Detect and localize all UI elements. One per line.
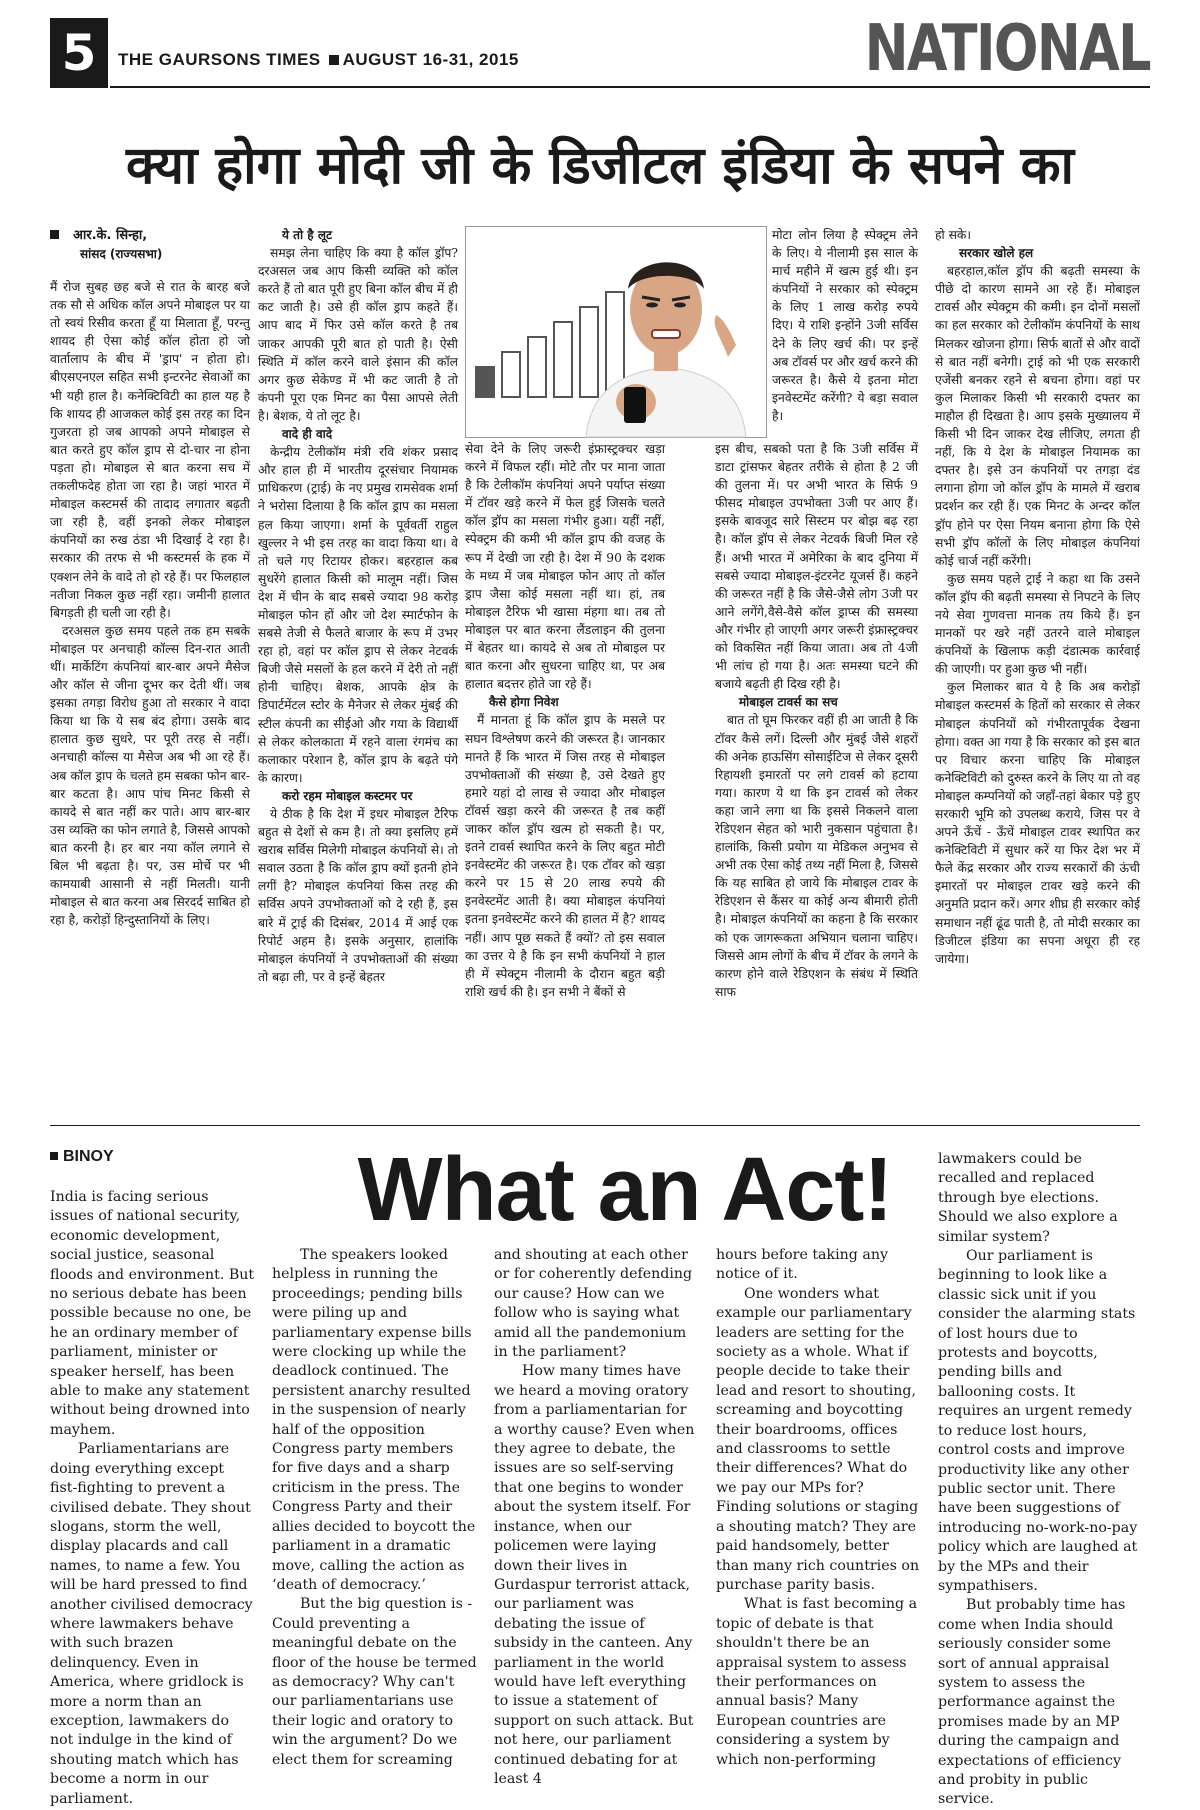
signal-bar	[580, 307, 598, 397]
english-column-3	[494, 1246, 699, 1787]
english-paragraph: lawmakers could be recalled and replaced through bye elections. Should we also explore a similar system?	[938, 1151, 1118, 1245]
english-paragraph: Our parliament is beginning to look like a classic sick unit if you consider the alarming stats of lost hours due to protests and boycotts, pending bills and ballooning costs. It requires an urgent remedy to reduce lost hours, control costs and improve productivity like any other public sector unit. There have been suggestions of introducing no-work-no-pay policy which are laughed at by the MPs and their sympathisers.	[938, 1248, 1138, 1594]
english-paragraph: and shouting at each other or for coherently defending our cause? How can we follow who is saying what amid all the pandemonium in the parliament?	[494, 1247, 693, 1361]
english-paragraph: The speakers looked helpless in running the proceedings; pending bills were piling up and parliamentary expense bills were clocking up while the deadlock continued. The persistent anarchy resulted in the suspension of nearly half of the opposition Congress party members for five days and a sharp criticism in the press. The Congress Party and their allies decided to boycott the parliament in a dramatic move, calling the action as ‘death of democracy.’	[272, 1247, 476, 1593]
issue-date: AUGUST 16-31, 2015	[342, 50, 519, 69]
hindi-author-designation: सांसद (राज्यसभा)	[80, 247, 163, 261]
gritted-teeth	[652, 330, 680, 338]
english-paragraph: What is fast becoming a topic of debate is that shouldn't there be an appraisal system to assess their performances on annual basis? Many European countries are considering a system by which non-performing	[716, 1596, 918, 1768]
right-eye	[674, 303, 686, 308]
hindi-paragraph: दरअसल कुछ समय पहले तक हम सबके मोबाइल पर अनचाही कॉल्स दिन-रात आती थीं। मार्केटिंग कंपनियां बार-बार अपने मैसेज और कॉल से जीना दूभर कर देती थीं। जब इसका तगड़ा विरोध हुआ तो सरकार ने वादा किया था कि ये सब बंद होगा। उसके बाद हालात कुछ सुधरे, पर पूरी तरह से नहीं। अनचाही कॉल्स या मैसेज अब भी आ रहे हैं। अब कॉल ड्राप के चलते हम सबका फोन बार-बार कटता है। आप पांच मिनट किसी से कायदे से बात नहीं कर पाते। आप बार-बार उस व्यक्ति का फोन लगाते है, जिससे आपको बात करनी है। हर बार नया कॉल लगाने से बिल भी बढ़ता है। पर, उस मोर्चे पर भी कामयाबी आसानी से नहीं मिलती। यानी मोबाइल से बात करना अब सिरदर्द साबित हो रहा है, करोड़ों हिन्दुस्तानियों के लिए।	[50, 623, 250, 928]
hindi-paragraph: बहरहाल,कॉल ड्रॉप की बढ़ती समस्या के पीछे दो कारण सामने आ रहे हैं। मोबाइल टावर्स और स्पेक्ट्रम की कमी। इन दोनों मसलों का हल सरकार को टेलीकॉम कंपनियों के साथ मिलकर खोजना होगा। सिर्फ बातों से और वादों से बात नहीं बनेगी। ट्राई को भी एक सरकारी एजेंसी बनकर रहने से बचना होगा। वहां पर कुल मिलाकर किसी भी सरकारी दफ्तर का माहौल ही दिखता है। आप इसके मुख्यालय में किसी भी दिन जाकर देख लीजिए, लगता ही नहीं, कि ये देश के मोबाइल नियामक का दफ्तर है। इसे उन कंपनियों पर तगड़ा दंड लगाना होगा जो कॉल ड्रॉप के मामले में खराब प्रदर्शन कर रही हैं। एक मिनट के अन्दर कॉल ड्रॉप होने पर ऐसा नियम बनाना होगा कि ऐसे सभी ड्रॉप कॉलों के लिए मोबाइल कंपनियां कोई चार्ज नहीं करेंगी।	[935, 264, 1140, 568]
hindi-paragraph: ये ठीक है कि देश में इधर मोबाइल टैरिफ बहुत से देशों से कम है। तो क्या इसलिए हमें खराब सर्विस मिलेगी मोबाइल कंपनियों से। तो सवाल उठता है कि कॉल ड्राप क्यों इतनी होने लगीं है? मोबाइल कंपनियां किस तरह की सर्विस अपने उपभोक्ताओं को दे रही हैं, इस बारे में ट्राई की दिसंबर, 2014 में आई एक रिपोर्ट अहम है। इसके अनुसार, हालांकि मोबाइल कंपनियों ने उपभोक्ताओं की संख्या तो बढ़ा ली, पर वे इन्हें बेहतर	[258, 807, 458, 984]
english-paragraph: One wonders what example our parliamentary leaders are setting for the society as a whole. What if people decide to take their lead and resort to shouting, screaming and boycotting their boardrooms, offices and classrooms to settle their differences? What do we pay our MPs for? Finding solutions or staging a shouting match? They are paid handsomely, better than many rich countries on purchase parity basis.	[716, 1285, 920, 1593]
hindi-paragraph: बात तो घूम फिरकर वहीं ही आ जाती है कि टॉवर कैसे लगें। दिल्ली और मुंबई जैसे शहरों की अनेक हाऊसिंग सोसाईटिज से लेकर दूसरी रिहायशी इमारतों पर लगे टावर्स को हटाया गया। कारण ये था कि इन टावर्स को लेकर कहा जाने लगा था कि इससे निकलने वाला रेडिएशन सेहत को भारी नुकसान पहुंचाता है। हालांकि, किसी प्रयोग या मेडिकल अनुभव से अभी तक ऐसा कोई तथ्य नहीं मिला है, जिससे कि यह साबित हो जाये कि मोबाइल टावर के रेडिएशन से कैंसर या कोई अन्य बीमारी होती है। मोबाइल कंपनियों का कहना है कि सरकार को एक जागरूकता अभियान चलाना चाहिए। जिससे आम लोगों के बीच में टॉवर के लगने के कारण होने वाले रेडिएशन के संबंध में स्थिति साफ	[715, 713, 918, 999]
article-photo	[465, 226, 767, 438]
hindi-paragraph: कुल मिलाकर बात ये है कि अब करोड़ों मोबाइल कस्टमर्स के हितों को सरकार से लेकर मोबाइल कंपनियों को गंभीरतापूर्वक देखना होगा। वक्त आ गया है कि सरकार को इस बात पर विचार करना चाहिए कि मोबाइल कनेक्टिविटी को दुरुस्त करने के लिए या तो वह मोबाइल कम्पनियों को जहाँ-तहां बेकार पड़े हुए सरकारी भूमि को उपलब्ध कराये, जिस पर वे अपने ऊँचें - ऊँचें मोबाइल टावर स्थापित कर कनेक्टिविटी में सुधार करें या फिर देश भर में फैले केंद्र सरकार और राज्य सरकारों की ऊंची इमारतों पर मोबाइल टावर खड़े करने की अनुमति प्रदान करें। अगर शीघ्र ही सरकार कोई समाधान नहीं ढूंढ पाती है, तो मोदी सरकार का डिजीटल इंडिया का सपना अधूरा ही रह जायेगा।	[935, 680, 1140, 966]
hindi-column-4-top	[772, 226, 918, 436]
hindi-paragraph: सेवा देने के लिए जरूरी इंफ्रास्ट्रक्चर खड़ा करने में विफल रहीं। मोटे तौर पर माना जाता है कि टेलीकॉम कंपनियां अपने पर्याप्त संख्या में टॉवर खड़े करने में फेल हुई जिसके चलते कॉल ड्रॉप का मसला गंभीर हुआ। यहीं नहीं, स्पेक्ट्रम की कमी भी कॉल ड्राप की वजह के रूप में देखी जा रही है। देश में 90 के दशक के मध्य में जब मोबाइल फोन आए तो कॉल ड्राप जैसा कोई मसला नहीं था। हां, तब मोबाइल टैरिफ भी खासा मंहगा था। तब तो मोबाइल पर बात करना लैंडलाइन की तुलना में बेहतर था। कायदे से अब तो मोबाइल पर बात करना और सुधरना चाहिए था, पर अब हालात बदत्तर होते जा रहे हैं।	[465, 442, 665, 692]
hindi-byline	[50, 226, 250, 264]
hindi-author: आर.के. सिन्हा,	[73, 228, 148, 243]
english-column-5	[938, 1150, 1140, 1808]
english-author: BINOY	[63, 1148, 114, 1165]
english-paragraph: hours before taking any notice of it.	[716, 1247, 888, 1283]
square-bullet-icon	[50, 1152, 58, 1160]
signal-bars	[476, 292, 624, 397]
hindi-paragraph: मोटा लोन लिया है स्पेक्ट्रम लेने के लिए। ये नीलामी इस साल के मार्च महीने में खत्म हुई थी। इन कंपनियों ने सरकार को स्पेक्ट्रम के लिए 1 लाख करोड़ रुपये दिए। ये राशि इन्होंने 3जी सर्विस देने के लिए खर्च की। पर इन्हें अब टॉवर्स पर और खर्च करने की जरूरत है। कैसे ये इतना मोटा इनवेस्टमेंट करेंगी? ये बड़ा सवाल है।	[772, 228, 918, 423]
signal-bar	[554, 322, 572, 397]
phone-icon	[624, 387, 646, 423]
english-byline	[50, 1148, 114, 1166]
hindi-column-3	[465, 440, 665, 1116]
english-headline: What an Act!	[357, 1140, 893, 1240]
hindi-paragraph: इस बीच, सबको पता है कि 3जी सर्विस में डाटा ट्रांसफर बेहतर तरीके से होता है 2 जी की तुलना में। पर अभी भारत के सिर्फ 9 फीसद मोबाइल उपभोक्ता 3जी पर आए हैं। इसके बावजूद सारे सिस्टम पर बोझ बढ़ रहा है। कॉल ड्रॉप से लेकर नेटवर्क बिजी मिल रहे हैं। अभी भारत में अमेरिका के बाद दुनिया में सबसे ज्यादा मोबाइल-इंटरनेट यूजर्स हैं। कहने की जरूरत नहीं है कि जैसे-जैसे लोग 3जी पर आने लगेंगे,वैसे-वैसे कॉल ड्राप्स की समस्या और गंभीर हो जाएगी अगर जरूरी इंफ्रास्ट्रक्चर को विकसित नहीं किया जाता। अब तो 4जी भी लांच हो गया है। अतः समस्या घटने की बजाये बढ़ती ही दिख रही है।	[715, 442, 918, 692]
english-column-2	[272, 1246, 477, 1768]
hindi-subheading: सरकार खोले हल	[959, 246, 1034, 261]
hindi-column-4	[715, 440, 918, 1116]
signal-bar	[528, 337, 546, 397]
english-column-4	[716, 1246, 921, 1768]
hindi-subheading: ये तो है लूट	[282, 228, 332, 242]
signal-bar	[502, 352, 520, 397]
masthead-rule	[110, 86, 1150, 88]
english-paragraph: Parliamentarians are doing everything except fist-fighting to prevent a civilised debate. They shout slogans, storm the well, display placards and call names, to name a few. You will be hard pressed to find another civilised democracy where lawmakers behave with such brazen delinquency. Even in America, where gridlock is more a norm than an exception, lawmakers do not indulge in the kind of shouting match which has become a norm in our parliament.	[50, 1441, 253, 1807]
hindi-subheading: करो रहम मोबाइल कस्टमर पर	[282, 788, 413, 803]
hindi-headline: क्या होगा मोदी जी के डिजीटल इंडिया के सपने का	[126, 136, 1074, 196]
hindi-paragraph: हो सके।	[935, 228, 972, 242]
english-paragraph: But the big question is - Could preventing a meaningful debate on the floor of the house be termed as democracy? Why can't our parliamentarians use their logic and oratory to win the argument? Do we elect them for screaming	[272, 1596, 477, 1768]
article-divider	[50, 1125, 1140, 1126]
hindi-paragraph: कुछ समय पहले ट्राई ने कहा था कि उसने कॉल ड्रॉप की बढ़ती समस्या से निपटने के लिए नये सेवा गुणवत्ता मानक तय किये हैं। इन मानकों पर खरे नहीं उतरने वाले मोबाइल कंपनियों के खिलाफ कड़ी दंडात्मक कार्रवाई की जाएगी। पर हुआ कुछ भी नहीं।	[935, 571, 1140, 677]
hindi-paragraph: मैं रोज सुबह छह बजे से रात के बारह बजे तक सौ से अधिक कॉल अपने मोबाइल पर या तो स्वयं रिसीव करता हूँ या मिलाता हूँ, परन्तु शायद ही ऐसा कोई कॉल होता हो जो वार्तालाप के बीच में 'ड्राप' न होता हो। बीएसएनएल सहित सभी इन्टरनेट सेवाओं का भी यही हाल है। कनेक्टिविटी का हाल यह है कि शायद ही आजकल कोई इस तरह का दिन गुजरता हो जब आपको अपने मोबाइल से बात करते हुए कॉल ड्राप से दो-चार ना होना पड़ता हो। मोबाइल से बात करना सच में तकलीफदेह होता जा रहा है। जहां भारत में मोबाइल कस्टमर्स की तादाद लगातार बढ़ती जा रही है, वहीं इनको लेकर मोबाइल कंपनियों का रुख ठंडा भी दिखाई दे रहा है। सरकार की तरफ से भी कस्टमर्स के हक में एक्शन लेने के वादे तो हो रहे हैं। पर फिलहाल नतीजा निकल कुछ नहीं रहा। जमीनी हालात बिगड़ती ही चली जा रही है।	[50, 280, 250, 620]
square-bullet-icon	[329, 55, 339, 65]
hindi-subheading: मोबाइल टावर्स का सच	[739, 695, 838, 710]
hindi-subheading: वादे ही वादे	[282, 427, 333, 442]
newspaper-name: THE GAURSONS TIMES	[118, 50, 321, 69]
raised-fist-shape	[715, 315, 736, 357]
frustrated-man-phone-icon	[466, 227, 766, 437]
masthead	[50, 12, 1150, 90]
hindi-paragraph: मैं मानता हूं कि कॉल ड्राप के मसले पर सघन विश्लेषण करने की जरूरत है। जानकार मानते हैं कि भारत में जिस तरह से मोबाइल उपभोक्ताओं की संख्या है, उसे देखते हुए हमारे यहां दो लाख से ज्यादा और मोबाइल टॉवर्स खड़ा करने की जरूरत है तब कहीं जाकर कॉल ड्रॉप खत्म हो सकती है। पर, इतने टावर्स स्थापित करने के लिए बहुत मोटी इनवेस्टमेंट की जरूरत है। एक टॉवर को खड़ा करने पर 15 से 20 लाख रुपये की इनवेस्टमेंट आती है। क्या मोबाइल कंपनियां इतना इनवेस्टमेंट करने की हालत में है? शायद नहीं। आप पूछ सकते हैं क्यों? तो इस सवाल का उत्तर ये है कि इन सभी कंपनियों ने हाल ही में स्पेक्ट्रम नीलामी के दौरान बहुत बड़ी राशि खर्च की है। इन सभी ने बैंकों से	[465, 713, 665, 999]
section-title: NATIONAL	[864, 12, 1150, 86]
hindi-paragraph: केन्द्रीय टेलीकॉम मंत्री रवि शंकर प्रसाद और हाल ही में भारतीय दूरसंचार नियामक प्राधिकरण (ट्राई) के नए प्रमुख रामसेवक शर्मा ने भरोसा दिलाया है कि कॉल ड्राप का मसला हल किया जाएगा। शर्मा के पूर्ववर्ती राहुल खुल्लर ने भी इस तरह का वादा किया था। वे तो चले गए रिटायर होकर। बहरहाल कब सुधरेंगे हालात किसी को मालूम नहीं। जिस देश में चीन के बाद सबसे ज्यादा 98 करोड़ मोबाइल फोन हों और जो देश स्मार्टफोन के सबसे तेजी से फैलते बाजार के रूप में उभर रहा हो, वहां पर कॉल ड्राप से लेकर नेटवर्क बिजी जैसे मसलों के हल करने में देरी तो नहीं होनी चाहिए। बेशक, आपके क्षेत्र के डिपार्टमेंटल स्टोर के मैनेजर से लेकर मुंबई की स्टील कंपनी का सीईओ और गया के विद्यार्थी से लेकर कोलकाता में रहने वाला रंगमंच का कलाकार परेशान है, कॉल ड्राप के बढ़ते पंगे के कारण।	[258, 445, 458, 785]
english-column-1	[50, 1188, 255, 1807]
english-paragraph: But probably time has come when India should seriously consider some sort of annual appraisal system to assess the performance against the promises made by an MP during the campaign and expectations of efficiency and probity in public service.	[938, 1597, 1126, 1808]
hindi-subheading: कैसे होगा निवेश	[489, 695, 559, 710]
hindi-column-2	[258, 226, 458, 1116]
hindi-paragraph: समझ लेना चाहिए कि क्या है कॉल ड्रॉप? दरअसल जब आप किसी व्यक्ति को कॉल करते हैं तो बात पूरी हुए बिना कॉल बीच में ही कट जाती है। उसे ही कॉल ड्राप कहते हैं। आप बाद में फिर उसे कॉल करते है तब जाकर आपकी पूरी बात हो पाती है। ऐसी स्थिति में कॉल करने वाले इंसान की कॉल अगर कुछ सेकेण्ड में भी कट जाती है तो कंपनी पूरा एक मिनट का पैसा आपसे लेती है। बेशक, ये तो लूट है।	[258, 246, 458, 423]
page-number: 5	[50, 18, 108, 88]
hindi-column-1	[50, 226, 250, 1116]
english-paragraph: India is facing serious issues of national security, economic development, social justice, seasonal floods and environment. But no serious debate has been possible because no one, be he an ordinary member of parliament, minister or speaker herself, has been able to make any statement without being drowned into mayhem.	[50, 1189, 255, 1438]
masthead-line	[118, 50, 519, 70]
hindi-column-5	[935, 226, 1140, 1116]
square-bullet-icon	[50, 230, 59, 239]
signal-bar	[476, 367, 494, 397]
english-paragraph: How many times have we heard a moving oratory from a parliamentarian for a worthy cause? Even when they agree to debate, the issues are so self-serving that one begins to wonder about the system itself. For instance, when our policemen were laying down their lives in Gurdaspur terrorist attack, our parliament was debating the issue of subsidy in the canteen. Any parliament in the world would have left everything to issue a statement of support on such attack. But not here, our parliament continued debating for at least 4	[494, 1363, 695, 1787]
left-eye	[646, 303, 658, 308]
